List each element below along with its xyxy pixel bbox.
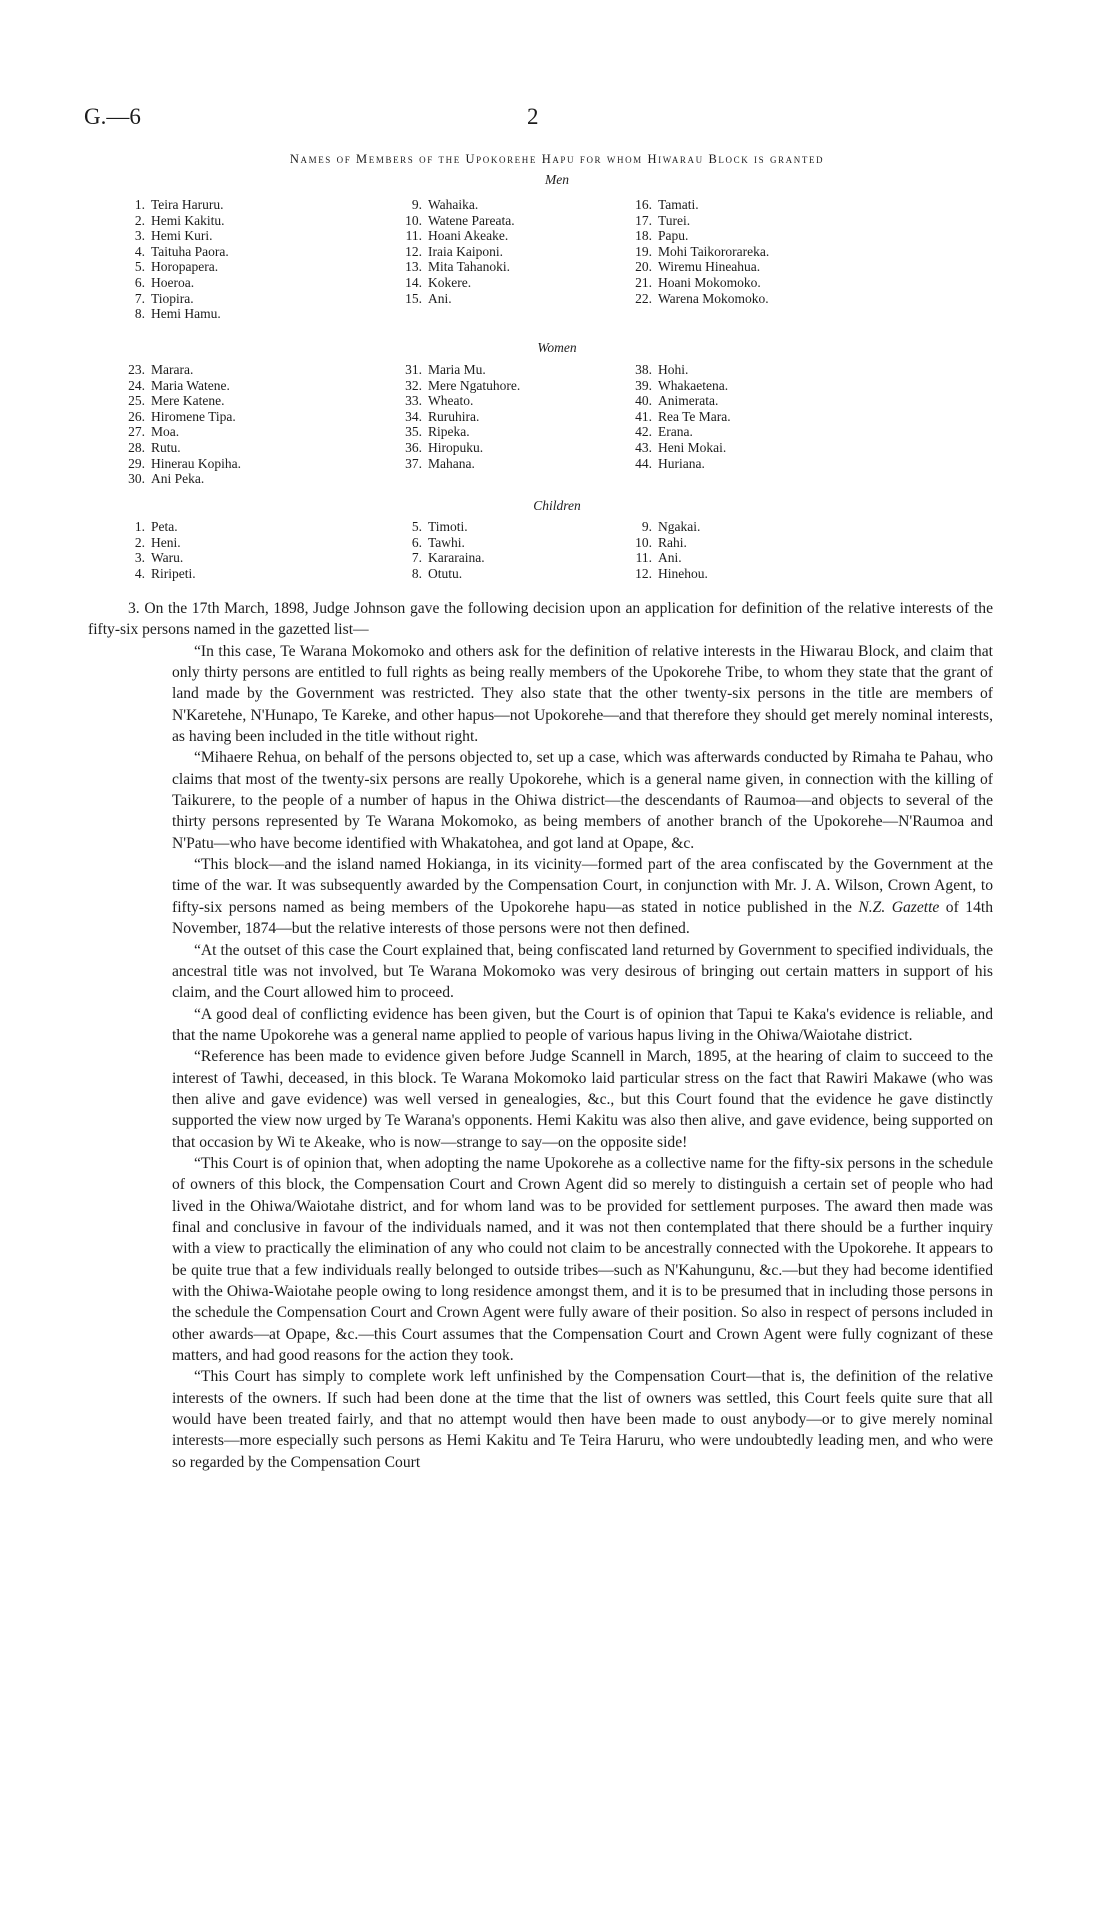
list-item [120,424,241,440]
item-number: 4. [134,565,145,581]
member-name: Erana. [658,424,693,440]
member-name: Kararaina. [428,550,485,566]
member-name: Riripeti. [151,565,196,581]
item-number: 25. [128,393,145,409]
list-item [120,471,241,487]
member-name: Animerata. [658,393,719,409]
group-heading-children: Children [533,498,581,513]
list-item [397,535,485,551]
list-item [397,197,515,213]
item-number: 7. [134,290,145,306]
item-number: 42. [635,424,652,440]
list-item [627,409,731,425]
item-number: 11. [405,228,422,244]
item-number: 3. [134,550,145,566]
list-item [120,213,229,229]
decision-text [88,598,993,1473]
member-name: Heni. [151,534,181,550]
names-column [627,197,769,306]
member-name: Ani. [658,550,682,566]
item-number: 43. [635,439,652,455]
item-number: 37. [405,455,422,471]
list-item [627,362,731,378]
quote-paragraph: “A good deal of conflicting evidence has been given, but the Court is of opinion that Tapui te Kaka's evidence is reliable, and that the name Upokorehe was a general name applied to people of various hapus living in the Ohiwa/Waiotahe district. [172,1005,993,1044]
page-number: 2 [527,104,539,129]
member-name: Hohi. [658,362,689,377]
item-number: 30. [128,471,145,487]
list-item [120,409,241,425]
item-number: 23. [128,362,145,377]
member-name: Ani. [428,290,452,306]
names-column [120,197,229,322]
item-number: 2. [134,212,145,228]
item-number: 17. [635,212,652,228]
item-number: 1. [134,197,145,212]
names-column [627,362,731,471]
member-name: Maria Watene. [151,377,230,393]
item-number: 21. [635,274,652,290]
item-number: 12. [405,243,422,259]
member-name: Hemi Kuri. [151,228,213,244]
item-number: 10. [635,534,652,550]
member-name: Hoeroa. [151,274,195,290]
member-name: Hiromene Tipa. [151,408,236,424]
item-number: 9. [641,519,652,534]
item-number: 40. [635,393,652,409]
member-name: Tamati. [658,197,699,212]
list-item [120,197,229,213]
member-name: Mahana. [428,455,475,471]
item-number: 38. [635,362,652,377]
list-item [397,566,485,582]
list-item [397,378,520,394]
list-item [120,362,241,378]
list-item [120,244,229,260]
names-column [120,362,241,487]
item-number: 24. [128,377,145,393]
quote-paragraph: “This Court has simply to complete work left unfinished by the Compensation Court—that is, the definition of the relative interests of the owners. If such had been done at the time that the list of owners was settled, this Court feels quite sure that all would have been treated fairly, and that no attempt would then have been made to oust anybody—or to give merely nominal interests—more especially such persons as Hemi Kakitu and Te Teira Haruru, who were undoubtedly leading men, and who were so regarded by the Compensation Court [172,1368,993,1471]
member-name: Taituha Paora. [151,243,229,259]
names-column [120,519,196,581]
member-name: Otutu. [428,565,463,581]
item-number: 29. [128,455,145,471]
gazette-title: N.Z. Gazette [858,898,940,916]
list-item [627,378,731,394]
item-number: 13. [405,259,422,275]
item-number: 4. [134,243,145,259]
member-name: Hinehou. [658,565,708,581]
list-item [397,550,485,566]
member-name: Ruruhira. [428,408,480,424]
item-number: 34. [405,408,422,424]
member-name: Kokere. [428,274,472,290]
item-number: 6. [411,534,422,550]
list-item [397,424,520,440]
member-name: Heni Mokai. [658,439,727,455]
quote-paragraph [172,854,993,939]
list-item [120,440,241,456]
item-number: 31. [405,362,422,377]
list-item [627,259,769,275]
item-number: 5. [134,259,145,275]
item-number: 26. [128,408,145,424]
list-item [120,378,241,394]
member-name: Huriana. [658,455,705,471]
member-name: Wahaika. [428,197,479,212]
item-number: 32. [405,377,422,393]
member-name: Mere Katene. [151,393,225,409]
list-item [397,275,515,291]
item-number: 3. [134,228,145,244]
item-number: 5. [411,519,422,534]
member-name: Rutu. [151,439,181,455]
names-column [397,197,515,306]
member-name: Mere Ngatuhore. [428,377,521,393]
list-item [397,362,520,378]
item-number: 44. [635,455,652,471]
member-name: Papu. [658,228,689,244]
item-number: 8. [134,306,145,322]
list-item [397,291,515,307]
item-number: 15. [405,290,422,306]
member-name: Horopapera. [151,259,219,275]
list-item [120,306,229,322]
item-number: 35. [405,424,422,440]
member-name: Watene Pareata. [428,212,515,228]
list-item [120,275,229,291]
item-number: 16. [635,197,652,212]
member-name: Warena Mokomoko. [658,290,769,306]
list-item [397,244,515,260]
member-name: Rea Te Mara. [658,408,731,424]
member-name: Rahi. [658,534,687,550]
item-number: 7. [411,550,422,566]
item-number: 10. [405,212,422,228]
member-name: Mohi Taikororareka. [658,243,770,259]
list-title: Names of Members of the Upokorehe Hapu for whom Hiwarau Block is granted [289,152,825,166]
member-name: Ripeka. [428,424,470,440]
names-column [397,519,485,581]
item-number: 14. [405,274,422,290]
list-item [120,259,229,275]
item-number: 11. [635,550,652,566]
item-number: 39. [635,377,652,393]
member-name: Tawhi. [428,534,465,550]
quote-paragraph: “In this case, Te Warana Mokomoko and others ask for the definition of relative interests in the Hiwarau Block, and claim that only thirty persons are entitled to full rights as being really members of the Upokorehe Tribe, to whom they state that the grant of land made by the Government was restricted. They also state that the other twenty-six persons in the title are members of N'Karetehe, N'Hunapo, Te Kareke, and other hapus—not Upokorehe—and that therefore they should get merely nominal interests, as having been included in the title without right. [172,642,993,746]
item-number: 41. [635,408,652,424]
member-name: Hemi Hamu. [151,306,221,322]
list-item [627,550,708,566]
names-column [627,519,708,581]
item-number: 20. [635,259,652,275]
list-item [397,519,485,535]
member-name: Ngakai. [658,519,701,534]
item-number: 19. [635,243,652,259]
member-name: Hinerau Kopiha. [151,455,241,471]
item-number: 9. [411,197,422,212]
group-heading-women: Women [537,340,577,355]
member-name: Moa. [151,424,180,440]
list-item [397,456,520,472]
item-number: 27. [128,424,145,440]
list-item [627,244,769,260]
member-name: Ani Peka. [151,471,205,487]
list-item [120,291,229,307]
member-name: Maria Mu. [428,362,486,377]
list-item [120,456,241,472]
quote-paragraph: “Mihaere Rehua, on behalf of the persons objected to, set up a case, which was afterwards conducted by Rimaha te Pahau, who claims that most of the twenty-six persons are really Upokorehe, which is a general name given, in connection with the killing of Taikurere, to the people of a number of hapus in the Ohiwa district—the descendants of Raumoa—and objects to several of the thirty persons represented by Te Warana Mokomoko, as being members of another branch of the Upokorehe—N'Raumoa and N'Patu—who have become identified with Whakatohea, and got land at Opape, &c. [172,749,993,852]
list-item [627,424,731,440]
member-name: Hiropuku. [428,439,484,455]
list-item [120,393,241,409]
quote-paragraph: “Reference has been made to evidence given before Judge Scannell in March, 1895, at the hearing of claim to succeed to the interest of Tawhi, deceased, in this block. Te Warana Mokomoko laid particular stress on the fact that Rawiri Makawe (who was then alive and gave evidence) was well versed in genealogies, &c., but this Court found that the evidence he gave distinctly supported the view now urged by Te Warana's opponents. Hemi Kakitu was also then alive, and gave evidence, being supported on that occasion by Wi te Akeake, who is now—strange to say—on the opposite side! [172,1048,993,1151]
member-name: Timoti. [428,519,468,534]
member-name: Hoani Mokomoko. [658,274,761,290]
list-item [627,393,731,409]
names-column [397,362,520,471]
list-item [627,228,769,244]
list-item [627,275,769,291]
quote-paragraph: “This Court is of opinion that, when adopting the name Upokorehe as a collective name for the fifty-six persons in the schedule of owners of this block, the Compensation Court and Crown Agent did so merely to distinguish a certain set of people who had lived in the Ohiwa/Waiotahe district, and for whom land was to be provided for settlement purposes. The award then made was final and conclusive in favour of the individuals named, and it was not then contemplated that there should be a further inquiry with a view to practically the elimination of any who could not claim to be ancestrally connected with the Upokorehe. It appears to be quite true that a few individuals really belonged to outside tribes—such as N'Kahungunu, &c.—but they had become identified with the Ohiwa-Waiotahe people owing to long residence amongst them, and it is to be presumed that in including those persons in the schedule the Compensation Court and Crown Agent were fully aware of their position. So also in respect of persons included in other awards—at Opape, &c.—this Court assumes that the Compensation Court and Crown Agent were fully cognizant of these matters, and had good reasons for the action they took. [172,1154,993,1365]
group-heading-men: Men [545,172,569,187]
item-number: 33. [405,393,422,409]
item-number: 36. [405,439,422,455]
list-item [397,213,515,229]
list-item [397,440,520,456]
item-number: 2. [134,534,145,550]
list-item [397,393,520,409]
member-name: Tiopira. [151,290,194,306]
member-name: Peta. [151,519,178,534]
list-item [627,535,708,551]
item-number: 28. [128,439,145,455]
item-number: 6. [134,274,145,290]
member-name: Iraia Kaiponi. [428,243,503,259]
list-item [397,259,515,275]
list-item [627,456,731,472]
member-name: Wheato. [428,393,474,409]
member-name: Hemi Kakitu. [151,212,225,228]
item-number: 1. [134,519,145,534]
list-item [120,519,196,535]
list-item [120,566,196,582]
list-item [627,213,769,229]
member-name: Waru. [151,550,184,566]
member-name: Hoani Akeake. [428,228,509,244]
quote-paragraph: “At the outset of this case the Court explained that, being confiscated land returned by Government to specified individuals, the ancestral title was not involved, but Te Warana Mokomoko was very desirous of bringing out certain matters in support of his claim, and the Court allowed him to proceed. [172,941,993,1002]
list-item [397,228,515,244]
list-item [120,228,229,244]
list-item [627,440,731,456]
list-item [397,409,520,425]
list-item [627,291,769,307]
quote-text: “This block—and the island named Hokianga, in its vicinity—formed part of the area confiscated by the Government at the time of the war. It was subsequently awarded by the Compensation Court, in conjunction with Mr. J. A. Wilson, Crown Agent, to fifty-six persons named as being members of the Upokorehe hapu—as stated in notice published in the [172,856,993,916]
item-number: 18. [635,228,652,244]
member-name: Wiremu Hineahua. [658,259,761,275]
list-item [627,566,708,582]
member-name: Mita Tahanoki. [428,259,511,275]
list-item [120,550,196,566]
list-item [627,197,769,213]
quote-text: of 14th November, 1874—but the relative interests of those persons were not then defined. [172,898,993,938]
item-number: 12. [635,565,652,581]
page-reference: G.—6 [84,104,141,129]
member-name: Teira Haruru. [151,197,224,212]
member-name: Turei. [658,212,691,228]
list-item [627,519,708,535]
list-item [120,535,196,551]
item-number: 8. [411,565,422,581]
item-number: 22. [635,290,652,306]
paragraph-3: 3. On the 17th March, 1898, Judge Johnson gave the following decision upon an application for definition of the relative interests of the fifty-six persons named in the gazetted list— [88,600,993,639]
member-name: Marara. [151,362,194,377]
member-name: Whakaetena. [658,377,729,393]
